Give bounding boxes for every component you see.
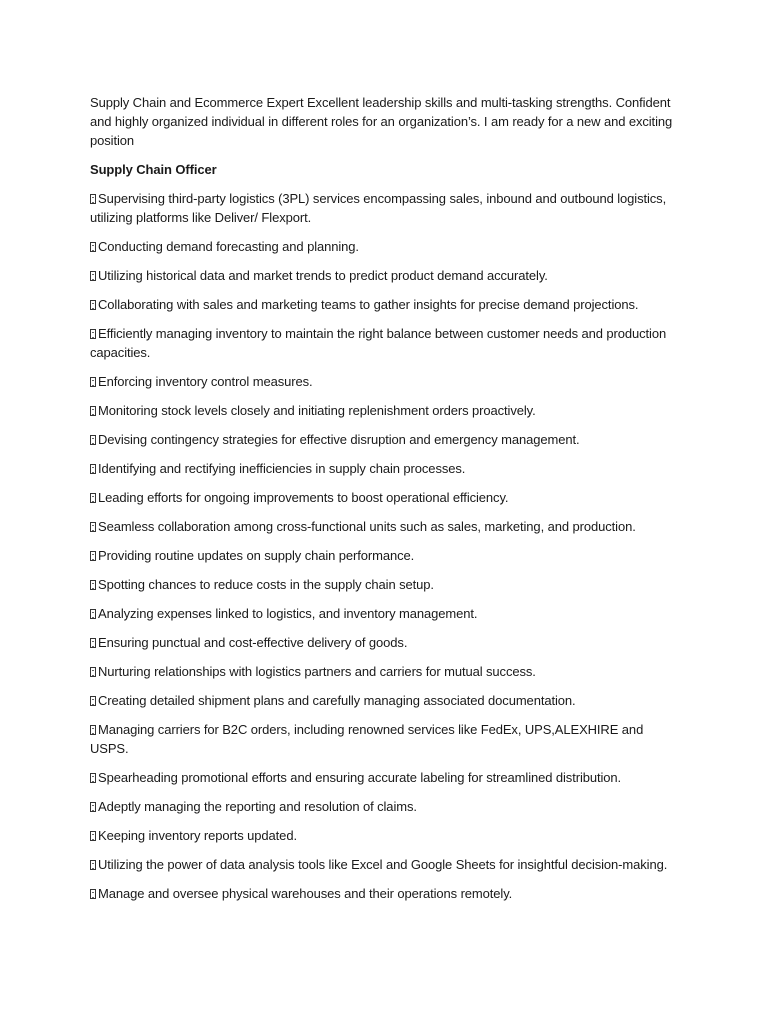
responsibility-text: Spearheading promotional efforts and ensuring accurate labeling for streamlined distribution. (98, 770, 622, 785)
responsibility-item (90, 633, 680, 652)
responsibility-item (90, 604, 680, 623)
responsibility-item (90, 372, 680, 391)
responsibility-text: Keeping inventory reports updated. (98, 828, 297, 843)
missing-glyph-icon (90, 377, 96, 387)
responsibility-item (90, 691, 680, 710)
responsibility-item (90, 855, 680, 874)
responsibility-item (90, 797, 680, 816)
responsibility-item (90, 401, 680, 420)
responsibility-text: Efficiently managing inventory to maintain the right balance between customer needs and production capacities. (90, 326, 667, 360)
responsibility-item (90, 826, 680, 845)
missing-glyph-icon (90, 300, 96, 310)
responsibility-item (90, 266, 680, 285)
profile-summary: Supply Chain and Ecommerce Expert Excellent leadership skills and multi-tasking strengths. Confident and highly organized individual in different roles for an organization’s. I am ready for a new and exciting position (90, 95, 673, 148)
missing-glyph-icon (90, 242, 96, 252)
responsibility-item (90, 295, 680, 314)
responsibility-text: Monitoring stock levels closely and initiating replenishment orders proactively. (98, 403, 536, 418)
responsibility-item (90, 768, 680, 787)
missing-glyph-icon (90, 329, 96, 339)
responsibility-item (90, 662, 680, 681)
document-body (90, 93, 680, 913)
responsibility-text: Utilizing the power of data analysis tools like Excel and Google Sheets for insightful decision-making. (98, 857, 668, 872)
missing-glyph-icon (90, 696, 96, 706)
responsibility-text: Analyzing expenses linked to logistics, and inventory management. (98, 606, 478, 621)
missing-glyph-icon (90, 551, 96, 561)
responsibility-text: Collaborating with sales and marketing teams to gather insights for precise demand projections. (98, 297, 639, 312)
responsibility-text: Leading efforts for ongoing improvements to boost operational efficiency. (98, 490, 509, 505)
responsibility-text: Ensuring punctual and cost-effective delivery of goods. (98, 635, 408, 650)
responsibility-item (90, 324, 680, 362)
responsibility-text: Enforcing inventory control measures. (98, 374, 313, 389)
missing-glyph-icon (90, 609, 96, 619)
responsibility-text: Devising contingency strategies for effective disruption and emergency management. (98, 432, 580, 447)
responsibility-item (90, 488, 680, 507)
responsibility-list (90, 189, 680, 903)
responsibility-item (90, 884, 680, 903)
responsibility-text: Seamless collaboration among cross-functional units such as sales, marketing, and production. (98, 519, 636, 534)
responsibility-item (90, 720, 680, 758)
responsibility-item (90, 430, 680, 449)
missing-glyph-icon (90, 194, 96, 204)
responsibility-text: Nurturing relationships with logistics partners and carriers for mutual success. (98, 664, 536, 679)
missing-glyph-icon (90, 406, 96, 416)
missing-glyph-icon (90, 464, 96, 474)
responsibility-item (90, 575, 680, 594)
missing-glyph-icon (90, 889, 96, 899)
responsibility-text: Spotting chances to reduce costs in the supply chain setup. (98, 577, 434, 592)
role-title: Supply Chain Officer (90, 162, 217, 177)
responsibility-item (90, 459, 680, 478)
missing-glyph-icon (90, 435, 96, 445)
missing-glyph-icon (90, 271, 96, 281)
responsibility-text: Supervising third-party logistics (3PL) services encompassing sales, inbound and outbound logistics, utilizing platforms like Deliver/ Flexport. (90, 191, 667, 225)
responsibility-item (90, 517, 680, 536)
missing-glyph-icon (90, 802, 96, 812)
responsibility-text: Identifying and rectifying inefficiencies in supply chain processes. (98, 461, 466, 476)
responsibility-text: Managing carriers for B2C orders, including renowned services like FedEx, UPS,ALEXHIRE and USPS. (90, 722, 644, 756)
missing-glyph-icon (90, 580, 96, 590)
responsibility-item (90, 546, 680, 565)
missing-glyph-icon (90, 773, 96, 783)
missing-glyph-icon (90, 493, 96, 503)
missing-glyph-icon (90, 725, 96, 735)
responsibility-text: Providing routine updates on supply chain performance. (98, 548, 415, 563)
responsibility-item (90, 237, 680, 256)
responsibility-item (90, 189, 680, 227)
responsibility-text: Adeptly managing the reporting and resolution of claims. (98, 799, 417, 814)
missing-glyph-icon (90, 831, 96, 841)
missing-glyph-icon (90, 638, 96, 648)
responsibility-text: Creating detailed shipment plans and carefully managing associated documentation. (98, 693, 576, 708)
missing-glyph-icon (90, 667, 96, 677)
responsibility-text: Utilizing historical data and market trends to predict product demand accurately. (98, 268, 548, 283)
responsibility-text: Manage and oversee physical warehouses and their operations remotely. (98, 886, 513, 901)
missing-glyph-icon (90, 522, 96, 532)
missing-glyph-icon (90, 860, 96, 870)
responsibility-text: Conducting demand forecasting and planning. (98, 239, 359, 254)
